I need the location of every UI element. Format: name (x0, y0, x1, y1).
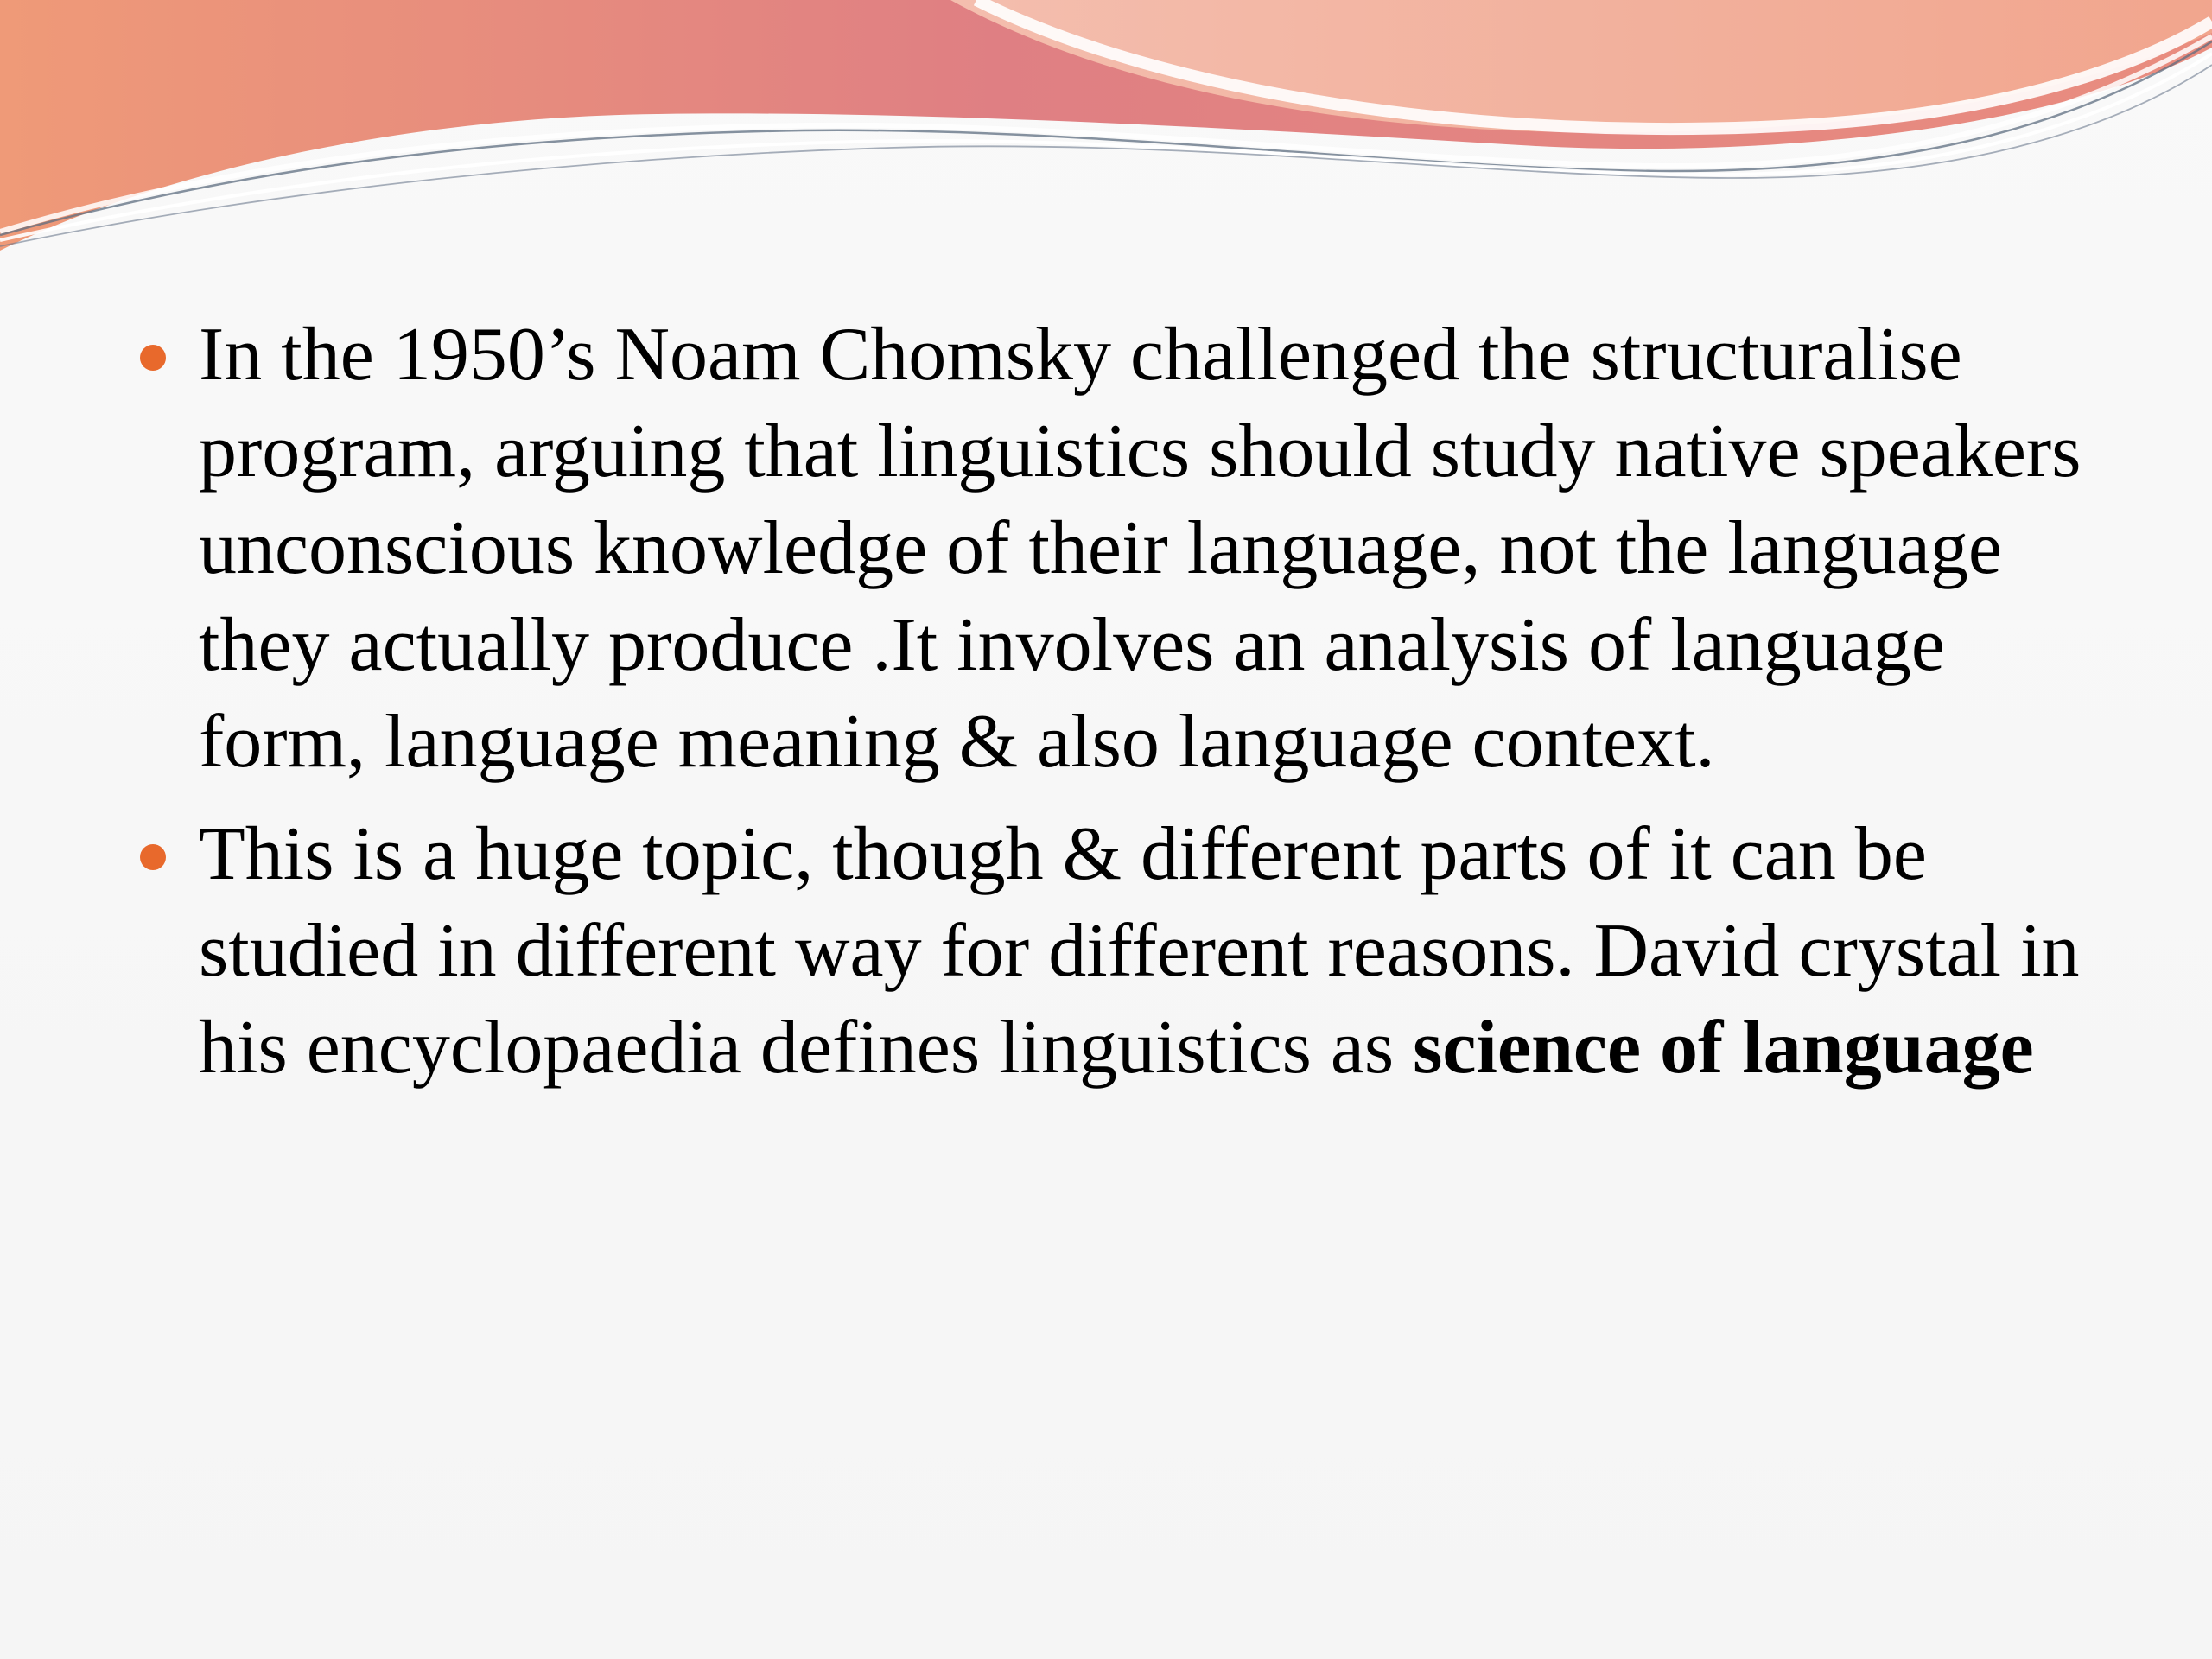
bullet-list (137, 307, 2089, 1112)
bullet-item-1 (137, 307, 2089, 791)
decorative-header-wave (0, 0, 2212, 259)
bullet-icon (140, 345, 166, 371)
bullet-icon (140, 844, 166, 870)
bullet-bold-text: science of language (1413, 1006, 2034, 1090)
bullet-item-2 (137, 806, 2089, 1096)
bullet-text-2: This is a huge topic, though & different parts of it can be studied in different way for different reasons. David crystal in his encyclopaedia defines linguistics as (199, 812, 2080, 1090)
bullet-text-1: In the 1950’s Noam Chomsky challenged the structuralise program, arguing that linguistics should study native speakers unconscious knowledge of their language, not the language they actually produce .It involves an analysis of language form, language meaning & also language context. (199, 313, 2082, 784)
